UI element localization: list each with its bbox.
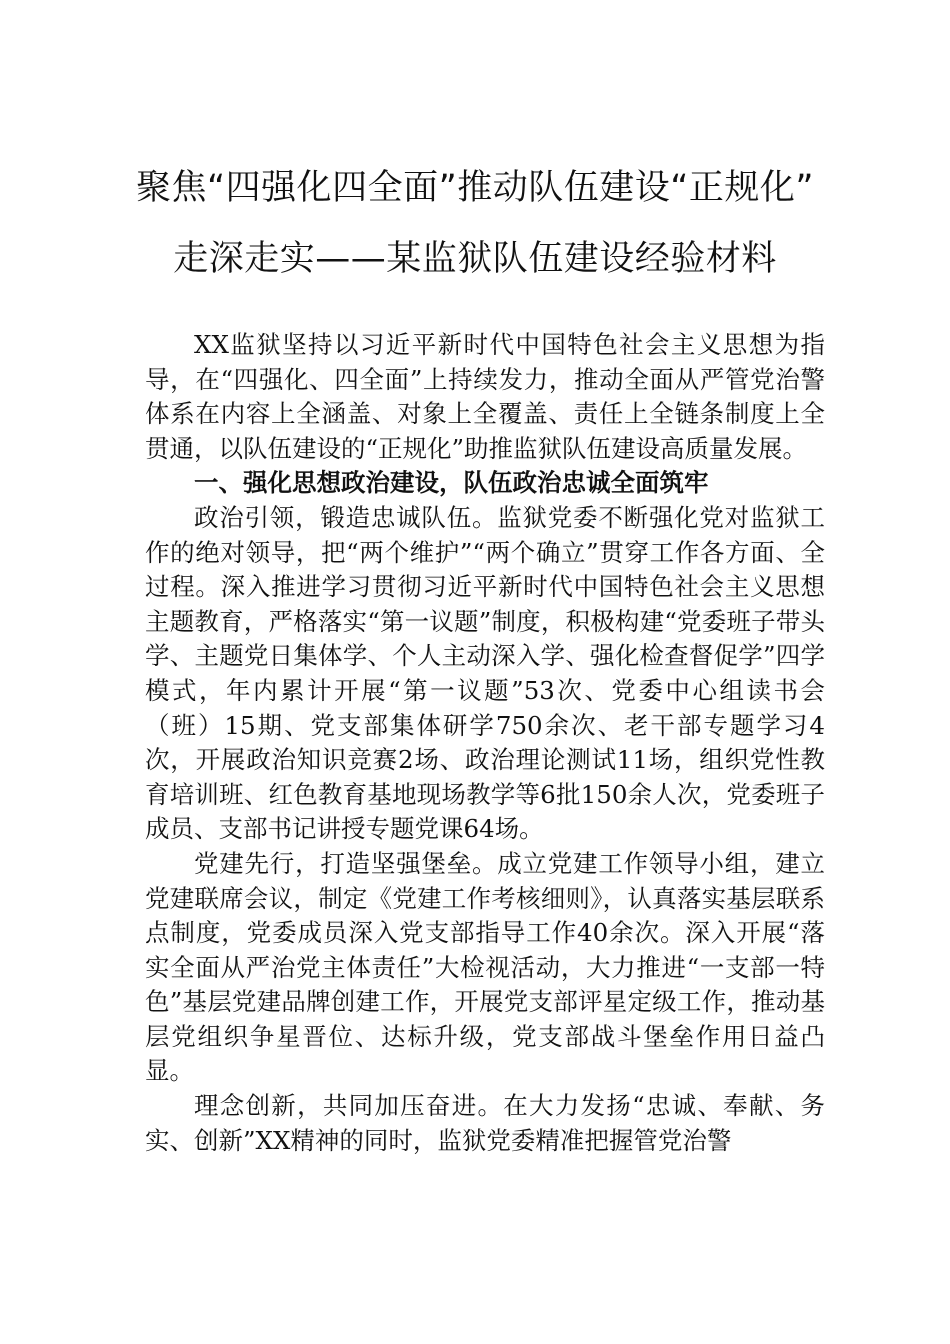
document-title-line-1: 聚焦“四强化四全面”推动队伍建设“正规化”: [135, 168, 815, 208]
paragraph-political-leadership: 政治引领，锻造忠诚队伍。监狱党委不断强化党对监狱工作的绝对领导，把“两个维护”“两个确立”贯穿工作各方面、全过程。深入推进学习贯彻习近平新时代中国特色社会主义思想主题教育，严格落实“第一议题”制度，积极构建“党委班子带头学、主题党日集体学、个人主动深入学、强化检查督促学”四学模式，年内累计开展“第一议题”53次、党委中心组读书会（班）15期、党支部集体研学750余次、老干部专题学习4次，开展政治知识竞赛2场、政治理论测试11场，组织党性教育培训班、红色教育基地现场教学等6批150余人次，党委班子成员、支部书记讲授专题党课64场。: [145, 502, 825, 844]
intro-paragraph: XX监狱坚持以习近平新时代中国特色社会主义思想为指导，在“四强化、四全面”上持续发力，推动全面从严管党治警体系在内容上全涵盖、对象上全覆盖、责任上全链条制度上全贯通，以队伍建设的“正规化”助推监狱队伍建设高质量发展。: [145, 330, 825, 463]
paragraph-party-building: 党建先行，打造坚强堡垒。成立党建工作领导小组，建立党建联席会议，制定《党建工作考核细则》，认真落实基层联系点制度，党委成员深入党支部指导工作40余次。深入开展“落实全面从严治党主体责任”大检视活动，大力推进“一支部一特色”基层党建品牌创建工作，开展党支部评星定级工作，推动基层党组织争星晋位、达标升级，党支部战斗堡垒作用日益凸显。: [145, 848, 825, 1086]
section-heading-1: 一、强化思想政治建设，队伍政治忠诚全面筑牢: [194, 468, 709, 498]
document-body: [145, 328, 825, 1158]
paragraph-concept-innovation: 理念创新，共同加压奋进。在大力发扬“忠诚、奉献、务实、创新”XX精神的同时，监狱党委精准把握管党治警: [145, 1091, 825, 1155]
document-title-line-2: 走深走实——某监狱队伍建设经验材料: [173, 239, 777, 279]
